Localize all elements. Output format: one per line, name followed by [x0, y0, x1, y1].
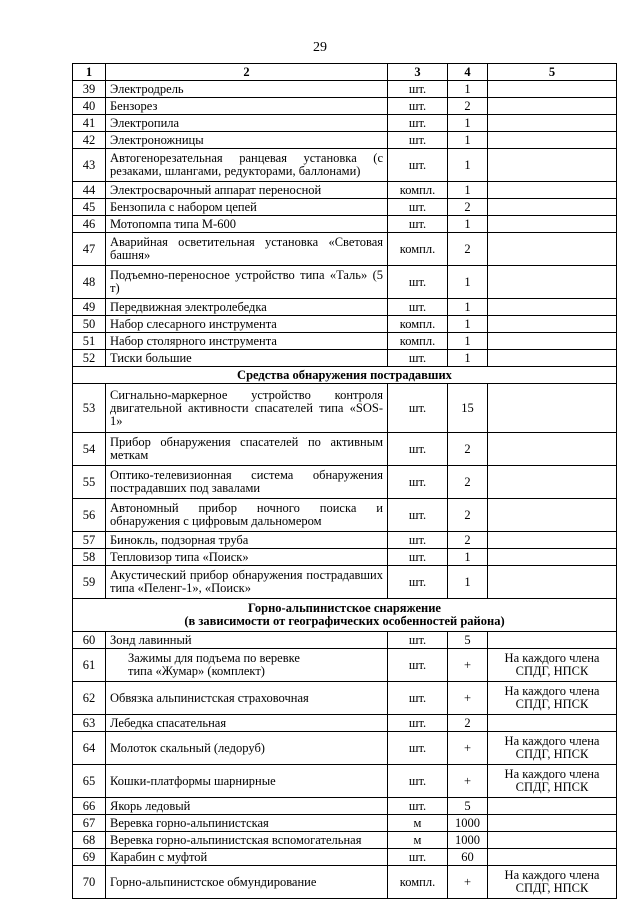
item-number: 61	[73, 649, 106, 682]
item-unit: шт.	[388, 532, 448, 549]
item-name: Аварийная осветительная установка «Световая башня»	[106, 233, 388, 266]
table-row	[73, 266, 617, 299]
item-unit: шт.	[388, 798, 448, 815]
table-row	[73, 333, 617, 350]
table-row	[73, 350, 617, 367]
item-unit: компл.	[388, 316, 448, 333]
item-number: 63	[73, 715, 106, 732]
table-row	[73, 316, 617, 333]
section-header-row	[73, 599, 617, 632]
table-row	[73, 182, 617, 199]
item-name: Зажимы для подъема по веревке типа «Жумар» (комплект)	[106, 649, 388, 682]
item-unit: шт.	[388, 149, 448, 182]
item-number: 44	[73, 182, 106, 199]
item-quantity: 1	[448, 350, 488, 367]
item-quantity: 2	[448, 466, 488, 499]
column-header: 4	[448, 64, 488, 81]
item-name: Прибор обнаружения спасателей по активным меткам	[106, 433, 388, 466]
item-unit: шт.	[388, 466, 448, 499]
item-note	[488, 815, 617, 832]
item-number: 53	[73, 384, 106, 433]
item-number: 39	[73, 81, 106, 98]
item-unit: шт.	[388, 433, 448, 466]
item-note	[488, 115, 617, 132]
item-note	[488, 199, 617, 216]
item-quantity: 2	[448, 233, 488, 266]
table-row	[73, 299, 617, 316]
item-unit: шт.	[388, 499, 448, 532]
item-number: 43	[73, 149, 106, 182]
item-name: Веревка горно-альпинистская вспомогательная	[106, 832, 388, 849]
item-name: Бинокль, подзорная труба	[106, 532, 388, 549]
item-note	[488, 832, 617, 849]
item-name: Тепловизор типа «Поиск»	[106, 549, 388, 566]
table-row	[73, 132, 617, 149]
item-name: Зонд лавинный	[106, 632, 388, 649]
item-number: 54	[73, 433, 106, 466]
item-quantity: 2	[448, 499, 488, 532]
item-note	[488, 81, 617, 98]
table-row	[73, 233, 617, 266]
item-name: Тиски большие	[106, 350, 388, 367]
item-number: 69	[73, 849, 106, 866]
item-quantity: 60	[448, 849, 488, 866]
item-name: Электродрель	[106, 81, 388, 98]
item-quantity: +	[448, 649, 488, 682]
item-quantity: 1	[448, 149, 488, 182]
item-name: Веревка горно-альпинистская	[106, 815, 388, 832]
item-name: Обвязка альпинистская страховочная	[106, 682, 388, 715]
table-row	[73, 433, 617, 466]
item-unit: м	[388, 832, 448, 849]
column-header: 3	[388, 64, 448, 81]
item-note: На каждого члена СПДГ, НПСК	[488, 866, 617, 899]
item-quantity: 1	[448, 266, 488, 299]
column-header: 2	[106, 64, 388, 81]
table-row	[73, 849, 617, 866]
item-note	[488, 632, 617, 649]
table-row	[73, 566, 617, 599]
item-name: Подъемно-переносное устройство типа «Таль» (5 т)	[106, 266, 388, 299]
item-note	[488, 715, 617, 732]
table-row	[73, 732, 617, 765]
item-note	[488, 149, 617, 182]
item-quantity: 15	[448, 384, 488, 433]
item-name: Оптико-телевизионная система обнаружения пострадавших под завалами	[106, 466, 388, 499]
item-name: Автономный прибор ночного поиска и обнаружения с цифровым дальномером	[106, 499, 388, 532]
item-quantity: 2	[448, 715, 488, 732]
item-unit: шт.	[388, 732, 448, 765]
item-note: На каждого члена СПДГ, НПСК	[488, 649, 617, 682]
item-number: 68	[73, 832, 106, 849]
item-name: Передвижная электролебедка	[106, 299, 388, 316]
item-note	[488, 499, 617, 532]
item-quantity: +	[448, 682, 488, 715]
item-number: 59	[73, 566, 106, 599]
item-name: Сигнально-маркерное устройство контроля двигательной активности спасателей типа «SOS-1»	[106, 384, 388, 433]
item-name: Автогенорезательная ранцевая установка (с резаками, шлангами, редукторами, баллонами)	[106, 149, 388, 182]
table-row	[73, 682, 617, 715]
item-quantity: 1	[448, 216, 488, 233]
column-header: 1	[73, 64, 106, 81]
item-number: 60	[73, 632, 106, 649]
equipment-table	[72, 63, 617, 899]
item-number: 49	[73, 299, 106, 316]
item-name: Горно-альпинистское обмундирование	[106, 866, 388, 899]
table-body	[73, 64, 617, 899]
item-number: 41	[73, 115, 106, 132]
item-name: Бензорез	[106, 98, 388, 115]
item-quantity: 5	[448, 632, 488, 649]
item-unit: шт.	[388, 649, 448, 682]
item-note	[488, 98, 617, 115]
item-name: Молоток скальный (ледоруб)	[106, 732, 388, 765]
item-number: 62	[73, 682, 106, 715]
item-quantity: 5	[448, 798, 488, 815]
item-note	[488, 466, 617, 499]
table-row	[73, 815, 617, 832]
page-number: 29	[313, 40, 327, 55]
table-header-row	[73, 64, 617, 81]
item-number: 57	[73, 532, 106, 549]
item-note	[488, 798, 617, 815]
item-quantity: 2	[448, 199, 488, 216]
item-note	[488, 132, 617, 149]
table-row	[73, 765, 617, 798]
item-name: Набор слесарного инструмента	[106, 316, 388, 333]
item-number: 55	[73, 466, 106, 499]
item-name: Карабин с муфтой	[106, 849, 388, 866]
table-row	[73, 532, 617, 549]
item-unit: шт.	[388, 115, 448, 132]
item-name: Кошки-платформы шарнирные	[106, 765, 388, 798]
item-unit: шт.	[388, 566, 448, 599]
item-unit: шт.	[388, 132, 448, 149]
item-unit: шт.	[388, 849, 448, 866]
item-number: 40	[73, 98, 106, 115]
item-unit: компл.	[388, 333, 448, 350]
item-quantity: 1	[448, 132, 488, 149]
item-quantity: 1	[448, 182, 488, 199]
item-unit: шт.	[388, 81, 448, 98]
item-number: 66	[73, 798, 106, 815]
item-note	[488, 849, 617, 866]
item-note	[488, 350, 617, 367]
item-unit: м	[388, 815, 448, 832]
item-note	[488, 549, 617, 566]
item-unit: шт.	[388, 549, 448, 566]
item-quantity: +	[448, 866, 488, 899]
item-quantity: 2	[448, 532, 488, 549]
item-note: На каждого члена СПДГ, НПСК	[488, 732, 617, 765]
item-number: 70	[73, 866, 106, 899]
item-number: 51	[73, 333, 106, 350]
item-unit: шт.	[388, 765, 448, 798]
item-quantity: 1	[448, 333, 488, 350]
item-note	[488, 532, 617, 549]
item-number: 46	[73, 216, 106, 233]
item-note	[488, 333, 617, 350]
item-unit: шт.	[388, 199, 448, 216]
item-unit: шт.	[388, 384, 448, 433]
item-quantity: 2	[448, 98, 488, 115]
table-row	[73, 98, 617, 115]
item-number: 56	[73, 499, 106, 532]
table-row	[73, 832, 617, 849]
table-row	[73, 81, 617, 98]
table-row	[73, 149, 617, 182]
table-row	[73, 798, 617, 815]
column-header: 5	[488, 64, 617, 81]
table-row	[73, 549, 617, 566]
table-row	[73, 499, 617, 532]
item-name: Мотопомпа типа М-600	[106, 216, 388, 233]
item-name: Акустический прибор обнаружения пострадавших типа «Пеленг-1», «Поиск»	[106, 566, 388, 599]
item-unit: шт.	[388, 216, 448, 233]
item-quantity: +	[448, 732, 488, 765]
item-number: 50	[73, 316, 106, 333]
item-name: Электроножницы	[106, 132, 388, 149]
item-quantity: 1000	[448, 832, 488, 849]
item-number: 45	[73, 199, 106, 216]
item-number: 42	[73, 132, 106, 149]
item-unit: шт.	[388, 632, 448, 649]
item-name: Лебедка спасательная	[106, 715, 388, 732]
item-note	[488, 299, 617, 316]
item-number: 58	[73, 549, 106, 566]
item-quantity: 1	[448, 566, 488, 599]
table-row	[73, 715, 617, 732]
item-note: На каждого члена СПДГ, НПСК	[488, 682, 617, 715]
item-quantity: 1	[448, 299, 488, 316]
item-unit: шт.	[388, 682, 448, 715]
item-name: Якорь ледовый	[106, 798, 388, 815]
item-unit: шт.	[388, 266, 448, 299]
item-unit: шт.	[388, 350, 448, 367]
item-number: 65	[73, 765, 106, 798]
item-note	[488, 566, 617, 599]
item-quantity: 1	[448, 316, 488, 333]
item-unit: компл.	[388, 233, 448, 266]
table-row	[73, 466, 617, 499]
item-name: Электропила	[106, 115, 388, 132]
item-unit: компл.	[388, 866, 448, 899]
item-note	[488, 316, 617, 333]
item-number: 48	[73, 266, 106, 299]
table-row	[73, 384, 617, 433]
item-quantity: 1	[448, 81, 488, 98]
item-note	[488, 182, 617, 199]
item-unit: шт.	[388, 715, 448, 732]
section-title: Средства обнаружения пострадавших	[73, 367, 617, 384]
item-note	[488, 384, 617, 433]
item-number: 64	[73, 732, 106, 765]
item-quantity: +	[448, 765, 488, 798]
item-name: Набор столярного инструмента	[106, 333, 388, 350]
item-name: Электросварочный аппарат переносной	[106, 182, 388, 199]
item-unit: шт.	[388, 98, 448, 115]
item-note: На каждого члена СПДГ, НПСК	[488, 765, 617, 798]
section-header-row	[73, 367, 617, 384]
item-name: Бензопила с набором цепей	[106, 199, 388, 216]
item-number: 47	[73, 233, 106, 266]
item-note	[488, 233, 617, 266]
table-row	[73, 649, 617, 682]
item-number: 52	[73, 350, 106, 367]
item-quantity: 2	[448, 433, 488, 466]
item-quantity: 1	[448, 549, 488, 566]
item-note	[488, 216, 617, 233]
item-quantity: 1000	[448, 815, 488, 832]
table-row	[73, 632, 617, 649]
item-unit: шт.	[388, 299, 448, 316]
item-unit: компл.	[388, 182, 448, 199]
item-quantity: 1	[448, 115, 488, 132]
item-note	[488, 266, 617, 299]
table-row	[73, 115, 617, 132]
section-title: Горно-альпинистское снаряжение (в зависимости от географических особенностей района)	[73, 599, 617, 632]
item-note	[488, 433, 617, 466]
table-row	[73, 199, 617, 216]
item-number: 67	[73, 815, 106, 832]
table-row	[73, 216, 617, 233]
table-row	[73, 866, 617, 899]
